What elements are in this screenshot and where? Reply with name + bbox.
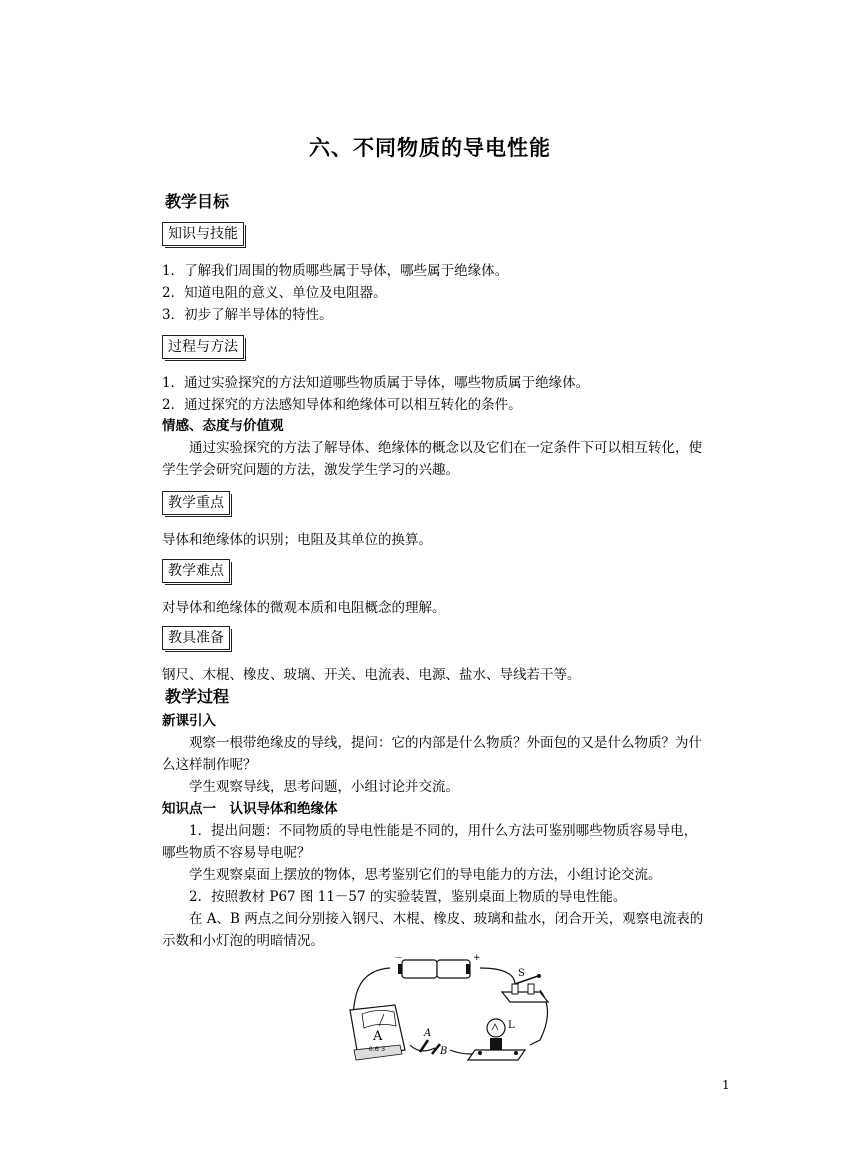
switch-label: S — [518, 968, 525, 979]
page-number: 1 — [722, 1078, 730, 1092]
intro-heading: 新课引入 — [162, 713, 216, 729]
attitude-line-1: 通过实验探究的方法了解导体、绝缘体的概念以及它们在一定条件下可以相互转化，使 — [162, 440, 702, 456]
attitude-line-2: 学生学会研究问题的方法，激发学生学习的兴趣。 — [162, 462, 459, 478]
difficult-points-text: 对导体和绝缘体的微观本质和电阻概念的理解。 — [162, 600, 446, 616]
knowledge-item-1: 1．了解我们周围的物质哪些属于导体，哪些属于绝缘体。 — [162, 263, 509, 279]
light-bulb-icon — [468, 1019, 525, 1060]
switch-icon — [502, 974, 548, 1002]
kp1-line-2: 哪些物质不容易导电呢？ — [162, 845, 311, 861]
kp1-line-3: 学生观察桌面上摆放的物体，思考鉴别它们的导电能力的方法，小组讨论交流。 — [162, 867, 662, 883]
battery-icon — [398, 960, 470, 978]
key-points-text: 导体和绝缘体的识别；电阻及其单位的换算。 — [162, 532, 432, 548]
page-title: 六、不同物质的导电性能 — [309, 136, 551, 160]
equipment-box: 教具准备 — [162, 626, 230, 650]
kp1-line-6: 示数和小灯泡的明暗情况。 — [162, 933, 324, 949]
intro-line-1: 观察一根带绝缘皮的导线，提问：它的内部是什么物质？外面包的又是什么物质？为什 — [162, 735, 702, 751]
battery-plus-label: + — [473, 953, 481, 963]
kp1-line-4: 2．按照教材 P67 图 11－57 的实验装置，鉴别桌面上物质的导电性能。 — [162, 889, 627, 905]
point-b-label: B — [440, 1046, 448, 1057]
knowledge-skills-box: 知识与技能 — [162, 222, 244, 246]
process-heading: 教学过程 — [165, 687, 230, 706]
attitude-heading: 情感、态度与价值观 — [162, 418, 284, 434]
difficult-points-box: 教学难点 — [162, 559, 230, 583]
battery-minus-label: － — [394, 954, 404, 964]
key-points-box: 教学重点 — [162, 491, 230, 515]
kp1-line-1: 1．提出问题：不同物质的导电性能是不同的，用什么方法可鉴别哪些物质容易导电， — [162, 823, 698, 839]
kp1-line-5: 在 A、B 两点之间分别接入钢尺、木棍、橡皮、玻璃和盐水，闭合开关，观察电流表的 — [162, 911, 704, 927]
knowledge-item-3: 3．初步了解半导体的特性。 — [162, 307, 333, 323]
objectives-heading: 教学目标 — [165, 192, 230, 211]
ammeter-scale-label: － 0.6 3 — [360, 1045, 386, 1053]
bulb-label: L — [508, 1020, 515, 1031]
circuit-diagram-figure — [340, 950, 560, 1065]
ammeter-label: A — [373, 1029, 383, 1044]
point-a-label: A — [424, 1028, 432, 1039]
intro-line-2: 么这样制作呢？ — [162, 757, 257, 773]
equipment-text: 钢尺、木棍、橡皮、玻璃、开关、电流表、电源、盐水、导线若干等。 — [162, 667, 581, 683]
knowledge-point-1-heading: 知识点一 认识导体和绝缘体 — [162, 801, 338, 817]
process-item-2: 2．通过探究的方法感知导体和绝缘体可以相互转化的条件。 — [162, 397, 522, 413]
process-item-1: 1．通过实验探究的方法知道哪些物质属于导体，哪些物质属于绝缘体。 — [162, 375, 590, 391]
intro-line-3: 学生观察导线，思考问题，小组讨论并交流。 — [162, 779, 459, 795]
process-method-box: 过程与方法 — [162, 335, 244, 359]
knowledge-item-2: 2．知道电阻的意义、单位及电阻器。 — [162, 285, 387, 301]
